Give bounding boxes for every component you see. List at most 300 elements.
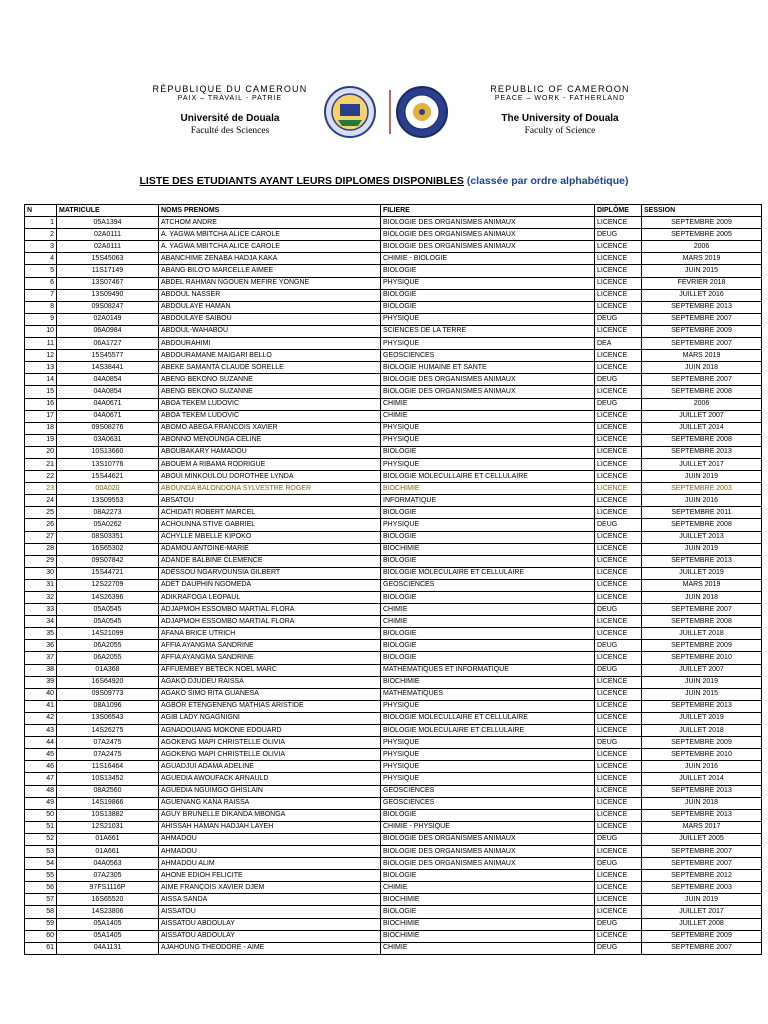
cell-filiere: PHYSIQUE: [381, 737, 595, 749]
cell-name: AHMADOU: [159, 833, 381, 845]
table-row: [25, 471, 762, 483]
cell-filiere: BIOLOGIE DES ORGANISMES ANIMAUX: [381, 845, 595, 857]
cell-diplome: LICENCE: [595, 725, 642, 737]
cell-matricule: 11S17149: [57, 265, 159, 277]
cell-n: 9: [25, 313, 57, 325]
table-row: [25, 507, 762, 519]
table-row: [25, 301, 762, 313]
table-row: [25, 362, 762, 374]
cell-matricule: 07A2475: [57, 737, 159, 749]
table-row: [25, 531, 762, 543]
table-row: [25, 398, 762, 410]
cell-matricule: 15S44621: [57, 471, 159, 483]
cell-diplome: DEUG: [595, 374, 642, 386]
table-row: [25, 725, 762, 737]
cell-session: SEPTEMBRE 2007: [642, 845, 762, 857]
cell-name: ADAMOU ANTOINE-MARIE: [159, 543, 381, 555]
cell-filiere: BIOLOGIE: [381, 628, 595, 640]
cell-filiere: BIOLOGIE: [381, 301, 595, 313]
cell-matricule: 15S45063: [57, 253, 159, 265]
cell-filiere: MATHEMATIQUES ET INFORMATIQUE: [381, 664, 595, 676]
cell-session: JUIN 2019: [642, 543, 762, 555]
table-row: [25, 325, 762, 337]
cell-name: ADESSOU NGARVOUNSIA GILBERT: [159, 567, 381, 579]
cell-n: 1: [25, 217, 57, 229]
table-row: [25, 338, 762, 350]
cell-session: SEPTEMBRE 2008: [642, 386, 762, 398]
table-row: [25, 737, 762, 749]
cell-session: JUILLET 2007: [642, 410, 762, 422]
cell-diplome: LICENCE: [595, 592, 642, 604]
cell-filiere: CHIMIE: [381, 616, 595, 628]
table-row: [25, 712, 762, 724]
cell-filiere: GEOSCIENCES: [381, 785, 595, 797]
cell-name: ABANCHIME ZENABA HADJA KAKA: [159, 253, 381, 265]
table-row: [25, 422, 762, 434]
cell-n: 42: [25, 712, 57, 724]
cell-name: AIME FRANÇOIS XAVIER DJEM: [159, 882, 381, 894]
cell-diplome: LICENCE: [595, 350, 642, 362]
cell-diplome: DEUG: [595, 737, 642, 749]
cell-session: JUILLET 2016: [642, 289, 762, 301]
table-row: [25, 579, 762, 591]
cell-name: ACHOUNNA STIVE GABRIEL: [159, 519, 381, 531]
faculty-name-fr: Faculté des Sciences: [190, 126, 270, 136]
cell-filiere: CHIMIE: [381, 942, 595, 954]
cell-filiere: PHYSIQUE: [381, 749, 595, 761]
table-row: [25, 773, 762, 785]
cell-session: SEPTEMBRE 2007: [642, 374, 762, 386]
cell-name: AHMADOU: [159, 845, 381, 857]
cell-n: 25: [25, 507, 57, 519]
cell-name: ABDEL RAHMAN NGOUEN MEFIRE YONGNE: [159, 277, 381, 289]
cell-session: 2006: [642, 398, 762, 410]
cell-name: AGUADJUI ADAMA ADELINE: [159, 761, 381, 773]
cell-name: ABDOUL NASSER: [159, 289, 381, 301]
cell-name: ABOUBAKARY HAMADOU: [159, 446, 381, 458]
cell-session: SEPTEMBRE 2013: [642, 446, 762, 458]
cell-matricule: 11S16464: [57, 761, 159, 773]
cell-session: SEPTEMBRE 2009: [642, 737, 762, 749]
faculty-name-en: Faculty of Science: [524, 126, 596, 136]
cell-matricule: 13S09490: [57, 289, 159, 301]
table-row: [25, 483, 762, 495]
cell-filiere: BIOLOGIE HUMAINE ET SANTE: [381, 362, 595, 374]
cell-session: SEPTEMBRE 2013: [642, 555, 762, 567]
cell-matricule: 16S65302: [57, 543, 159, 555]
header-noms-prenoms: NOMS PRENOMS: [159, 205, 381, 217]
table-row: [25, 495, 762, 507]
cell-n: 23: [25, 483, 57, 495]
cell-diplome: LICENCE: [595, 894, 642, 906]
cell-name: AJAHOUNG THEODORE - AIME: [159, 942, 381, 954]
cell-matricule: 06A1727: [57, 338, 159, 350]
cell-matricule: 05A0262: [57, 519, 159, 531]
cell-filiere: BIOLOGIE: [381, 870, 595, 882]
cell-session: SEPTEMBRE 2010: [642, 652, 762, 664]
cell-diplome: LICENCE: [595, 809, 642, 821]
cell-matricule: 00A020: [57, 483, 159, 495]
cell-session: JUILLET 2017: [642, 458, 762, 470]
cell-n: 26: [25, 519, 57, 531]
cell-n: 53: [25, 845, 57, 857]
cell-filiere: BIOCHIMIE: [381, 543, 595, 555]
table-row: [25, 567, 762, 579]
cell-n: 14: [25, 374, 57, 386]
cell-n: 47: [25, 773, 57, 785]
cell-diplome: DEA: [595, 338, 642, 350]
cell-diplome: LICENCE: [595, 821, 642, 833]
cell-session: FEVRIER 2018: [642, 277, 762, 289]
cell-name: AISSATOU: [159, 906, 381, 918]
cell-filiere: BIOLOGIE DES ORGANISMES ANIMAUX: [381, 229, 595, 241]
cell-diplome: LICENCE: [595, 797, 642, 809]
cell-filiere: BIOLOGIE DES ORGANISMES ANIMAUX: [381, 241, 595, 253]
table-row: [25, 592, 762, 604]
cell-name: AISSATOU ABDOULAY: [159, 930, 381, 942]
cell-session: SEPTEMBRE 2008: [642, 434, 762, 446]
cell-name: ADJAPMOH ESSOMBO MARTIAL FLORA: [159, 616, 381, 628]
cell-session: MARS 2019: [642, 350, 762, 362]
cell-name: AGUY BRUNELLE DIKANDA MBONGA: [159, 809, 381, 821]
cell-filiere: PHYSIQUE: [381, 761, 595, 773]
cell-n: 41: [25, 700, 57, 712]
cell-diplome: LICENCE: [595, 628, 642, 640]
cell-filiere: BIOCHIMIE: [381, 918, 595, 930]
cell-diplome: DEUG: [595, 398, 642, 410]
cell-session: JUILLET 2017: [642, 906, 762, 918]
cell-name: ABEKE SAMANTA CLAUDE SORELLE: [159, 362, 381, 374]
university-name-en: The University of Douala: [501, 113, 619, 124]
cell-n: 44: [25, 737, 57, 749]
table-row: [25, 894, 762, 906]
cell-matricule: 10S13660: [57, 446, 159, 458]
table-row: [25, 688, 762, 700]
table-row: [25, 700, 762, 712]
table-row: [25, 809, 762, 821]
cell-matricule: 15S45577: [57, 350, 159, 362]
cell-name: AISSA SANDA: [159, 894, 381, 906]
table-row: [25, 785, 762, 797]
table-row: [25, 821, 762, 833]
cell-filiere: PHYSIQUE: [381, 458, 595, 470]
cell-filiere: PHYSIQUE: [381, 434, 595, 446]
cell-diplome: LICENCE: [595, 652, 642, 664]
cell-session: SEPTEMBRE 2013: [642, 785, 762, 797]
cell-matricule: 06A2055: [57, 640, 159, 652]
cell-filiere: PHYSIQUE: [381, 277, 595, 289]
cell-matricule: 07A2475: [57, 749, 159, 761]
table-row: [25, 519, 762, 531]
cell-matricule: 14S19866: [57, 797, 159, 809]
header-filiere: FILIERE: [381, 205, 595, 217]
cell-name: ABDOURAMANE MAIGARI BELLO: [159, 350, 381, 362]
cell-diplome: LICENCE: [595, 773, 642, 785]
cell-n: 24: [25, 495, 57, 507]
cell-session: JUIN 2019: [642, 676, 762, 688]
title-sub: (classée par ordre alphabétique): [466, 175, 629, 187]
cell-filiere: PHYSIQUE: [381, 422, 595, 434]
cell-filiere: PHYSIQUE: [381, 313, 595, 325]
cell-n: 55: [25, 870, 57, 882]
cell-diplome: LICENCE: [595, 543, 642, 555]
cell-matricule: 14S23806: [57, 906, 159, 918]
cell-diplome: LICENCE: [595, 761, 642, 773]
cell-session: SEPTEMBRE 2009: [642, 640, 762, 652]
cell-matricule: 02A0111: [57, 229, 159, 241]
cell-session: SEPTEMBRE 2009: [642, 930, 762, 942]
cell-filiere: BIOLOGIE: [381, 592, 595, 604]
cell-session: JUIN 2016: [642, 495, 762, 507]
cell-session: SEPTEMBRE 2007: [642, 858, 762, 870]
cell-matricule: 05A0545: [57, 604, 159, 616]
cell-diplome: LICENCE: [595, 483, 642, 495]
cell-matricule: 13S10776: [57, 458, 159, 470]
cell-n: 12: [25, 350, 57, 362]
cell-matricule: 08A2560: [57, 785, 159, 797]
cell-name: AGBOR ETENGENENG MATHIAS ARISTIDE: [159, 700, 381, 712]
cell-diplome: DEUG: [595, 519, 642, 531]
cell-session: SEPTEMBRE 2009: [642, 325, 762, 337]
cell-n: 21: [25, 458, 57, 470]
cell-filiere: GEOSCIENCES: [381, 797, 595, 809]
cell-name: AFFIA AYANGMA SANDRINE: [159, 652, 381, 664]
cell-n: 13: [25, 362, 57, 374]
table-row: [25, 410, 762, 422]
cell-matricule: 14S38441: [57, 362, 159, 374]
table-row: [25, 918, 762, 930]
cell-matricule: 16S65520: [57, 894, 159, 906]
cell-matricule: 03A0631: [57, 434, 159, 446]
cell-name: ABENG BEKONO SUZANNE: [159, 386, 381, 398]
cell-matricule: 09S08247: [57, 301, 159, 313]
cell-diplome: LICENCE: [595, 458, 642, 470]
cell-n: 4: [25, 253, 57, 265]
motto-en: PEACE – WORK - FATHERLAND: [494, 95, 626, 102]
cell-diplome: LICENCE: [595, 749, 642, 761]
cell-diplome: LICENCE: [595, 531, 642, 543]
cell-session: SEPTEMBRE 2005: [642, 229, 762, 241]
cell-diplome: DEUG: [595, 858, 642, 870]
table-row: [25, 229, 762, 241]
cell-matricule: 97FS1116P: [57, 882, 159, 894]
table-row: [25, 628, 762, 640]
cell-filiere: BIOCHIMIE: [381, 483, 595, 495]
cell-n: 7: [25, 289, 57, 301]
cell-diplome: LICENCE: [595, 700, 642, 712]
cell-n: 33: [25, 604, 57, 616]
cell-filiere: GEOSCIENCES: [381, 579, 595, 591]
cell-n: 19: [25, 434, 57, 446]
cell-diplome: LICENCE: [595, 785, 642, 797]
cell-name: ABDOULAYE HAMAN: [159, 301, 381, 313]
cell-name: ABOUNDA BALONDONA SYLVESTRE ROGER: [159, 483, 381, 495]
cell-diplome: LICENCE: [595, 277, 642, 289]
cell-diplome: LICENCE: [595, 616, 642, 628]
cell-filiere: CHIMIE: [381, 882, 595, 894]
table-row: [25, 434, 762, 446]
cell-name: AGAKO SIMO RITA GUANESA: [159, 688, 381, 700]
cell-matricule: 06A0984: [57, 325, 159, 337]
cell-session: SEPTEMBRE 2011: [642, 507, 762, 519]
cell-n: 37: [25, 652, 57, 664]
cell-name: AFFIA AYANGMA SANDRINE: [159, 640, 381, 652]
table-row: [25, 253, 762, 265]
cell-filiere: PHYSIQUE: [381, 773, 595, 785]
cell-matricule: 13S09553: [57, 495, 159, 507]
cell-matricule: 02A0111: [57, 241, 159, 253]
cell-diplome: DEUG: [595, 942, 642, 954]
cell-diplome: LICENCE: [595, 446, 642, 458]
cell-diplome: DEUG: [595, 918, 642, 930]
cell-matricule: 16S64920: [57, 676, 159, 688]
cell-filiere: CHIMIE - BIOLOGIE: [381, 253, 595, 265]
cell-diplome: DEUG: [595, 640, 642, 652]
cell-matricule: 08A1096: [57, 700, 159, 712]
table-row: [25, 458, 762, 470]
cell-n: 2: [25, 229, 57, 241]
cell-filiere: CHIMIE: [381, 398, 595, 410]
cell-filiere: BIOLOGIE MOLECULLAIRE ET CELLULAIRE: [381, 471, 595, 483]
cell-diplome: LICENCE: [595, 471, 642, 483]
cell-name: ABANG BILO'O MARCELLE AIMEE: [159, 265, 381, 277]
cell-diplome: LICENCE: [595, 579, 642, 591]
cell-name: ADANDE BALBINE CLEMENCE: [159, 555, 381, 567]
cell-session: JUIN 2019: [642, 471, 762, 483]
cell-name: ACHIDATI ROBERT MARCEL: [159, 507, 381, 519]
cell-matricule: 04A0854: [57, 386, 159, 398]
cell-filiere: PHYSIQUE: [381, 338, 595, 350]
cell-session: SEPTEMBRE 2012: [642, 870, 762, 882]
cell-n: 61: [25, 942, 57, 954]
cell-name: AGNADOUANG MOKONE EDOUARD: [159, 725, 381, 737]
cell-name: ABDOUL-WAHABOU: [159, 325, 381, 337]
table-row: [25, 942, 762, 954]
cell-matricule: 05A1394: [57, 217, 159, 229]
cell-session: SEPTEMBRE 2003: [642, 882, 762, 894]
cell-filiere: BIOLOGIE: [381, 640, 595, 652]
cell-filiere: INFORMATIQUE: [381, 495, 595, 507]
cell-session: SEPTEMBRE 2007: [642, 338, 762, 350]
cell-session: SEPTEMBRE 2008: [642, 519, 762, 531]
cell-n: 39: [25, 676, 57, 688]
cell-matricule: 14S26275: [57, 725, 159, 737]
cell-session: MARS 2019: [642, 579, 762, 591]
cell-filiere: PHYSIQUE: [381, 700, 595, 712]
cell-diplome: LICENCE: [595, 241, 642, 253]
table-row: [25, 446, 762, 458]
cell-filiere: BIOLOGIE MOLECULAIRE ET CELLULAIRE: [381, 567, 595, 579]
cell-name: ABDOULAYE SAIBOU: [159, 313, 381, 325]
cell-filiere: BIOLOGIE: [381, 906, 595, 918]
cell-session: JUILLET 2018: [642, 628, 762, 640]
cell-session: JUILLET 2019: [642, 567, 762, 579]
cell-session: SEPTEMBRE 2013: [642, 809, 762, 821]
cell-diplome: LICENCE: [595, 386, 642, 398]
cell-name: ABSATOU: [159, 495, 381, 507]
cell-matricule: 08S03351: [57, 531, 159, 543]
header-logos: [318, 84, 458, 140]
table-row: [25, 604, 762, 616]
cell-n: 3: [25, 241, 57, 253]
cell-name: A. YAGWA MBITCHA ALICE CAROLE: [159, 229, 381, 241]
table-row: [25, 761, 762, 773]
cell-name: AGOKENG MAPI CHRISTELLE OLIVIA: [159, 749, 381, 761]
cell-session: 2006: [642, 241, 762, 253]
header-n: N: [25, 205, 57, 217]
cell-name: ABONNO MENOUNGA CELINE: [159, 434, 381, 446]
cell-diplome: LICENCE: [595, 930, 642, 942]
table-row: [25, 313, 762, 325]
cell-name: ABOMO ABEGA FRANCOIS XAVIER: [159, 422, 381, 434]
cell-session: SEPTEMBRE 2013: [642, 700, 762, 712]
cell-matricule: 14S26396: [57, 592, 159, 604]
cell-diplome: LICENCE: [595, 882, 642, 894]
cell-matricule: 13S07467: [57, 277, 159, 289]
cell-n: 59: [25, 918, 57, 930]
cell-name: AGUENANG KANA RAISSA: [159, 797, 381, 809]
cell-n: 58: [25, 906, 57, 918]
cell-matricule: 04A0671: [57, 410, 159, 422]
cell-matricule: 04A0671: [57, 398, 159, 410]
cell-session: SEPTEMBRE 2007: [642, 942, 762, 954]
cell-matricule: 06A2055: [57, 652, 159, 664]
cell-matricule: 12S21031: [57, 821, 159, 833]
title-main: LISTE DES ETUDIANTS AYANT LEURS DIPLOMES DISPONIBLES: [139, 175, 464, 187]
cell-filiere: BIOCHIMIE: [381, 676, 595, 688]
cell-session: JUILLET 2014: [642, 773, 762, 785]
cell-diplome: LICENCE: [595, 870, 642, 882]
university-name-fr: Université de Douala: [180, 113, 280, 124]
header-diplome: DIPLÔME: [595, 205, 642, 217]
cell-n: 22: [25, 471, 57, 483]
cell-matricule: 02A0149: [57, 313, 159, 325]
cell-n: 15: [25, 386, 57, 398]
students-table: [24, 204, 762, 955]
cell-n: 48: [25, 785, 57, 797]
cell-session: JUIN 2018: [642, 362, 762, 374]
cell-name: AISSATOU ABDOULAY: [159, 918, 381, 930]
cell-diplome: LICENCE: [595, 688, 642, 700]
cell-filiere: BIOLOGIE: [381, 809, 595, 821]
cell-name: ADET DAUPHIN NGOMEDA: [159, 579, 381, 591]
cell-session: SEPTEMBRE 2007: [642, 313, 762, 325]
cell-name: AFFUEMBEY BETECK NOEL MARC: [159, 664, 381, 676]
cell-n: 40: [25, 688, 57, 700]
university-seal-icon: [318, 84, 458, 140]
cell-filiere: BIOLOGIE DES ORGANISMES ANIMAUX: [381, 374, 595, 386]
cell-n: 45: [25, 749, 57, 761]
cell-n: 60: [25, 930, 57, 942]
cell-diplome: LICENCE: [595, 555, 642, 567]
cell-session: JUILLET 2013: [642, 531, 762, 543]
cell-name: ATCHOM ANDRE: [159, 217, 381, 229]
cell-n: 56: [25, 882, 57, 894]
cell-n: 54: [25, 858, 57, 870]
country-name-en: REPUBLIC OF CAMEROON: [490, 84, 630, 94]
cell-filiere: CHIMIE: [381, 604, 595, 616]
cell-n: 57: [25, 894, 57, 906]
cell-diplome: LICENCE: [595, 217, 642, 229]
table-row: [25, 797, 762, 809]
cell-matricule: 01A661: [57, 833, 159, 845]
cell-filiere: BIOCHIMIE: [381, 930, 595, 942]
table-row: [25, 870, 762, 882]
cell-matricule: 09S08276: [57, 422, 159, 434]
cell-name: ABOA TEKEM LUDOVIC: [159, 398, 381, 410]
cell-n: 43: [25, 725, 57, 737]
cell-n: 51: [25, 821, 57, 833]
